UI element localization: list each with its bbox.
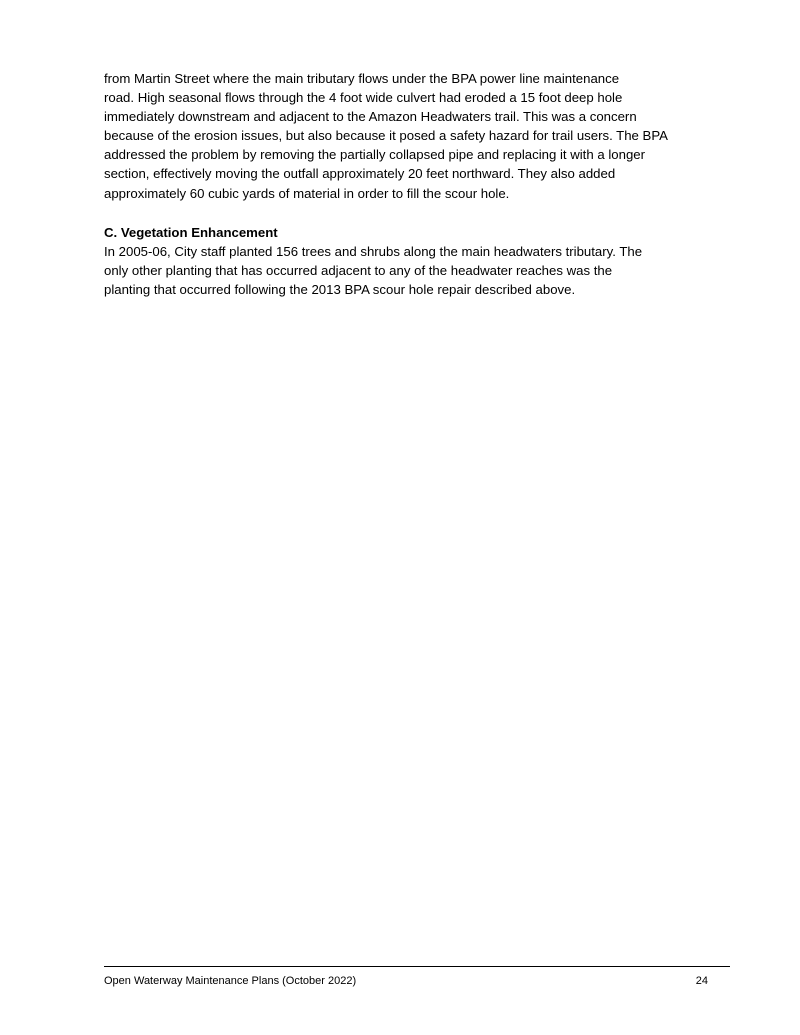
text-line: section, effectively moving the outfall approximately 20 feet northward. They also added	[104, 166, 616, 182]
footer-title: Open Waterway Maintenance Plans (October 2022)	[104, 975, 357, 987]
text-line: addressed the problem by removing the partially collapsed pipe and replacing it with a longer	[104, 147, 646, 163]
body-paragraph	[104, 69, 724, 203]
text-line: planting that occurred following the 2013 BPA scour hole repair described above.	[104, 282, 576, 298]
section-heading: C. Vegetation Enhancement	[104, 225, 278, 240]
text-line: road. High seasonal flows through the 4 foot wide culvert had eroded a 15 foot deep hole	[104, 90, 623, 106]
text-line: In 2005-06, City staff planted 156 trees and shrubs along the main headwaters tributary. The	[104, 244, 643, 259]
body-paragraph	[104, 242, 724, 299]
text-line: because of the erosion issues, but also because it posed a safety hazard for trail users. The BPA	[104, 128, 668, 144]
text-line: only other planting that has occurred adjacent to any of the headwater reaches was the	[104, 263, 613, 279]
text-line: from Martin Street where the main tributary flows under the BPA power line maintenance	[104, 71, 620, 86]
page-number: 24	[695, 975, 708, 987]
text-line: immediately downstream and adjacent to the Amazon Headwaters trail. This was a concern	[104, 109, 637, 125]
text-line: approximately 60 cubic yards of material in order to fill the scour hole.	[104, 185, 510, 201]
footer-divider	[104, 966, 730, 967]
